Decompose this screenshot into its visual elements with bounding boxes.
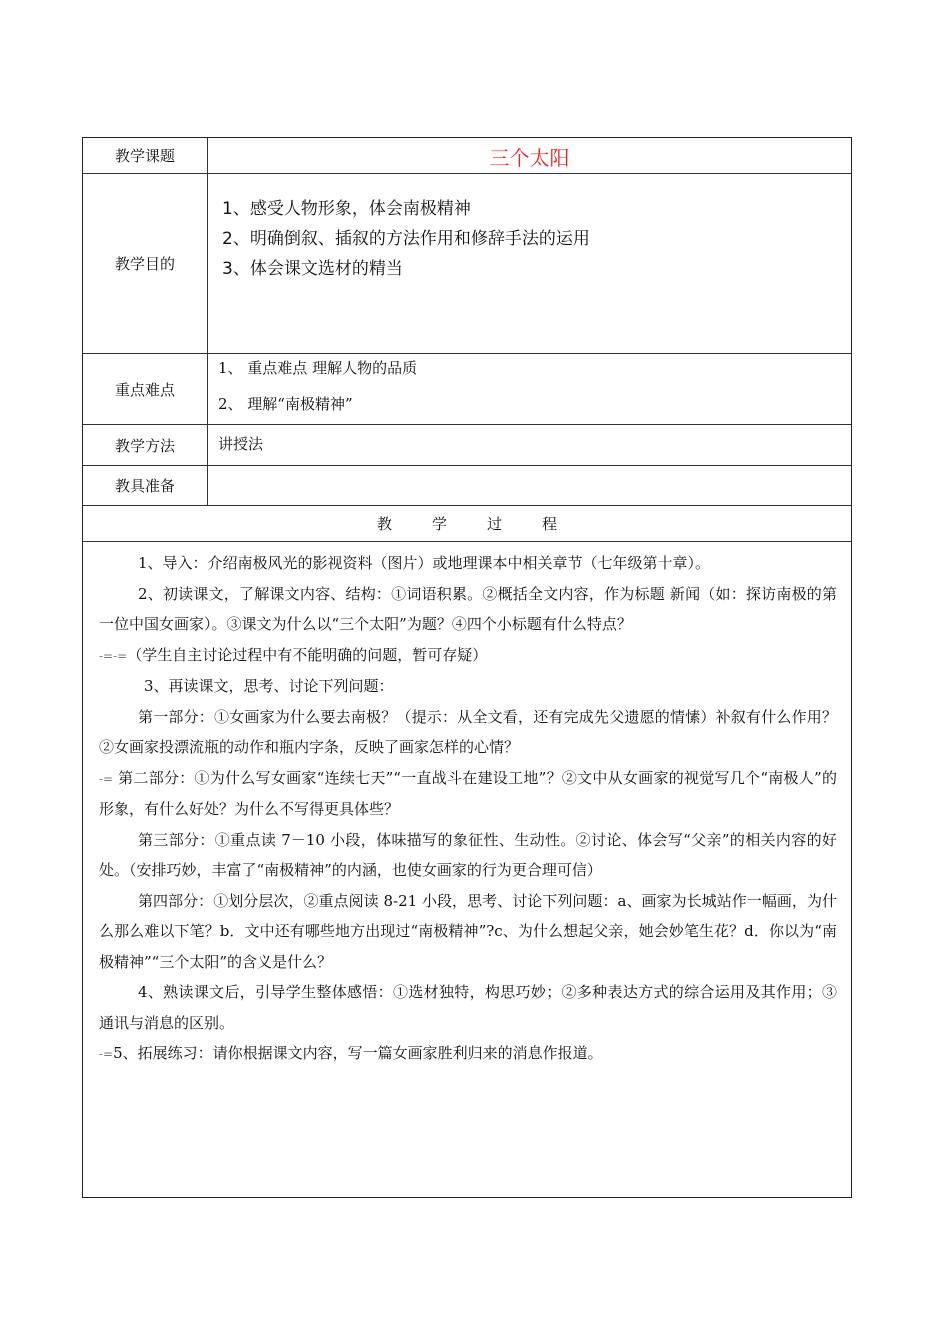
process-paragraph: 1、导入：介绍南极风光的影视资料（图片）或地理课本中相关章节（七年级第十章）。: [138, 554, 711, 572]
lesson-title: 三个太阳: [489, 146, 570, 170]
method-value: 讲授法: [218, 435, 264, 453]
process-paragraph: -=-=（学生自主讨论过程中有不能明确的问题，暂可存疑）: [99, 645, 488, 664]
topic-row: [83, 138, 851, 174]
topic-label: 教学课题: [83, 138, 208, 173]
keypoints-row: [83, 354, 851, 425]
process-row: [83, 542, 851, 1197]
process-paragraph: 3、再读课文，思考、讨论下列问题：: [144, 677, 394, 695]
keypoints-label: 重点难点: [83, 354, 208, 424]
method-row: [83, 425, 851, 466]
process-heading-char: 过: [487, 515, 503, 533]
process-heading-char: 学: [431, 515, 447, 533]
process-heading-char: 教: [376, 515, 392, 533]
method-label: 教学方法: [83, 425, 208, 465]
goals-row: [83, 174, 851, 354]
goal-item: 1、感受人物形象，体会南极精神: [222, 199, 471, 219]
goal-item: 3、体会课文选材的精当: [222, 259, 403, 279]
goals-label: 教学目的: [83, 174, 208, 353]
topic-cell: [208, 138, 851, 173]
process-heading: [83, 506, 851, 542]
keypoint-item: 2、 理解“南极精神”: [218, 395, 353, 413]
process-paragraph: 第四部分：①划分层次，②重点阅读 8-21 小段，思考、讨论下列问题：a、画家为长城站作一幅画，为什么那么难以下笔？b．文中还有哪些地方出现过“南极精神”?c、为什么想起父亲，她会妙笔生花？d．你以为“南极精神”“三个太阳”的含义是什么？: [99, 891, 837, 971]
goals-list: [208, 174, 851, 353]
process-paragraph: 第三部分：①重点读 7－10 小段，体味描写的象征性、生动性。②讨论、体会写“父亲”的相关内容的好处。（安排巧妙，丰富了“南极精神”的内涵，也使女画家的行为更合理可信）: [99, 830, 837, 879]
goal-item: 2、明确倒叙、插叙的方法作用和修辞手法的运用: [222, 229, 590, 249]
keypoint-item: 1、 重点难点 理解人物的品质: [218, 359, 418, 377]
process-body: [83, 542, 851, 1197]
tools-value: [208, 466, 851, 505]
process-heading-char: 程: [542, 515, 558, 533]
process-paragraph: 第一部分：①女画家为什么要去南极？（提示：从全文看，还有完成先父遗愿的情愫）补叙有什么作用？②女画家投漂流瓶的动作和瓶内字条，反映了画家怎样的心情？: [99, 707, 837, 756]
process-paragraph: -= 第二部分：①为什么写女画家“连续七天”“一直战斗在建设工地”？②文中从女画家的视觉写几个“南极人”的形象，有什么好处？为什么不写得更具体些？: [99, 768, 837, 818]
lesson-plan-table: [82, 137, 852, 1198]
process-paragraph: 2、初读课文，了解课文内容、结构：①词语积累。②概括全文内容，作为标题 新闻（如：探访南极的第一位中国女画家）。③课文为什么以“三个太阳”为题？④四个小标题有什么特点？: [99, 584, 837, 633]
tools-row: [83, 466, 851, 506]
process-paragraph: -=5、拓展练习：请你根据课文内容，写一篇女画家胜利归来的消息作报道。: [99, 1044, 603, 1062]
process-paragraph: 4、熟读课文后，引导学生整体感悟：①选材独特，构思巧妙；②多种表达方式的综合运用及其作用；③通讯与消息的区别。: [99, 983, 837, 1032]
tools-label: 教具准备: [83, 466, 208, 505]
keypoints-list: [208, 354, 851, 424]
